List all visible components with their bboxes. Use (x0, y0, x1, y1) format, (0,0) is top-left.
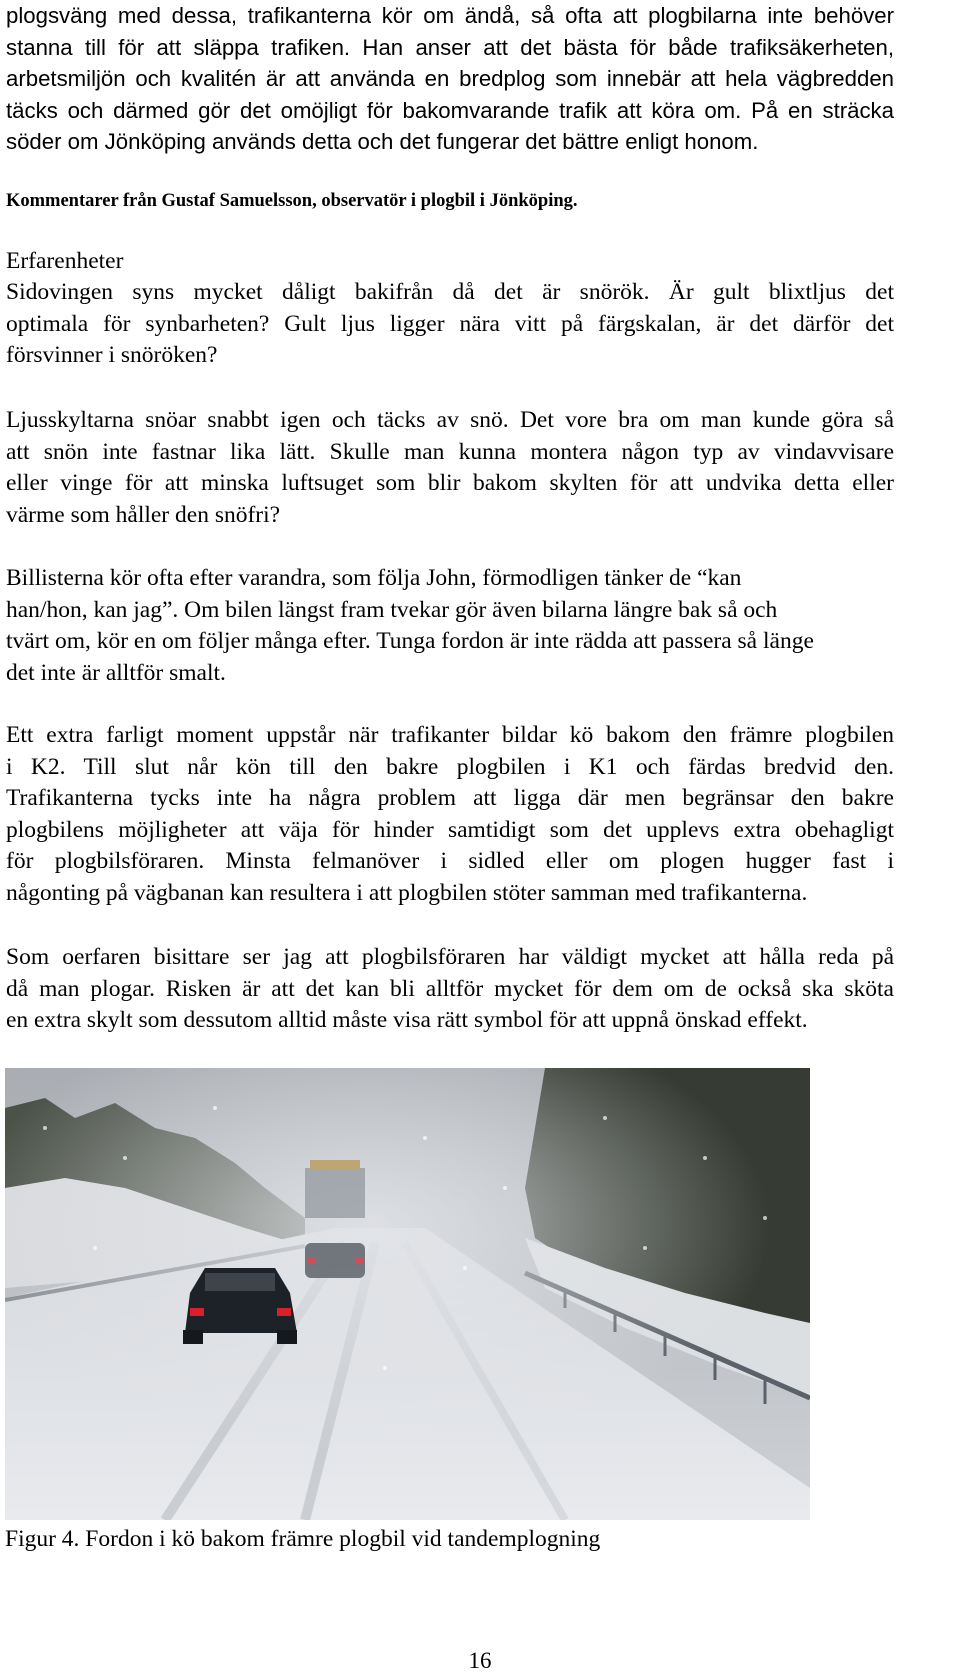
text-line: täcks och därmed gör det omöjligt för bakomvarande trafik att köra om. På en sträcka (6, 97, 894, 123)
fog (5, 1068, 810, 1520)
signs-paragraph (6, 405, 894, 531)
text-line: Ljusskyltarna snöar snabbt igen och täcks av snö. Det vore bra om man kunde göra så (6, 407, 894, 433)
figure-photo (5, 1068, 810, 1520)
observer-paragraph (6, 942, 894, 1037)
page-number: 16 (468, 1648, 492, 1673)
text-line: att snön inte fastnar lika lätt. Skulle man kunna montera någon typ av vindavvisare (6, 438, 894, 465)
text-line: han/hon, kan jag”. Om bilen längst fram tvekar gör även bilarna längre bak så och (6, 596, 778, 623)
figure-caption: Figur 4. Fordon i kö bakom främre plogbil vid tandemplogning (5, 1526, 601, 1552)
section-heading: Kommentarer från Gustaf Samuelsson, observatör i plogbil i Jönköping. (6, 191, 578, 211)
danger-paragraph (6, 720, 894, 909)
text-line: någonting på vägbanan kan resultera i att plogbilen stöter samman med trafikanterna. (6, 879, 808, 906)
text-line: optimala för synbarheten? Gult ljus ligger nära vitt på färgskalan, är det därför det (6, 310, 894, 337)
text-line: plogsväng med dessa, trafikanterna kör om ändå, så ofta att plogbilarna inte behöver (6, 3, 894, 28)
front-car (183, 1268, 297, 1344)
snowy-road-image (5, 1068, 810, 1520)
experience-paragraph (6, 277, 894, 372)
text-line: Ett extra farligt moment uppstår när trafikanter bildar kö bakom den främre plogbilen (6, 722, 894, 748)
text-line: eller vinge för att minska luftsuget som blir bakom skylten för att undvika detta eller (6, 470, 894, 496)
text-line: stanna till för att släppa trafiken. Han anser att det bästa för både trafiksäkerheten, (6, 34, 894, 60)
text-line: Trafikanterna tycks inte ha några problem att ligga där men begränsar den bakre (6, 785, 894, 811)
intro-paragraph (6, 0, 894, 158)
middle-car (305, 1243, 365, 1278)
text-line: Som oerfaren bisittare ser jag att plogbilsföraren har väldigt mycket att hålla reda på (6, 944, 894, 970)
text-line: då man plogar. Risken är att det kan bli alltför mycket för dem om de också ska sköta (6, 975, 894, 1002)
text-line: värme som håller den snöfri? (6, 501, 281, 528)
text-line: arbetsmiljön och kvalitén är att använda en bredplog som innebär att hela vägbredden (6, 66, 894, 91)
text-line: en extra skylt som dessutom alltid måste visa rätt symbol för att uppnå önskad effekt. (6, 1007, 808, 1033)
text-line: Sidovingen syns mycket dåligt bakifrån då det är snörök. Är gult blixtljus det (6, 279, 894, 305)
text-line: i K2. Till slut når kön till den bakre plogbilen i K1 och färdas bredvid den. (6, 753, 894, 780)
text-line: försvinner i snöröken? (6, 342, 218, 368)
text-line: det inte är alltför smalt. (6, 659, 226, 686)
text-line: plogbilens möjligheter att väja för hinder samtidigt som det upplevs extra obehagligt (6, 816, 894, 843)
plow-truck (305, 1160, 365, 1218)
experience-heading: Erfarenheter (6, 248, 124, 274)
text-line: för plogbilsföraren. Minsta felmanöver i sidled eller om plogen hugger fast i (6, 848, 894, 874)
drivers-paragraph (6, 563, 894, 689)
text-line: tvärt om, kör en om följer många efter. Tunga fordon är inte rädda att passera så länge (6, 628, 814, 654)
text-line: Billisterna kör ofta efter varandra, som följa John, förmodligen tänker de “kan (6, 565, 742, 591)
text-line: söder om Jönköping används detta och det fungerar det bättre enligt honom. (6, 129, 759, 154)
